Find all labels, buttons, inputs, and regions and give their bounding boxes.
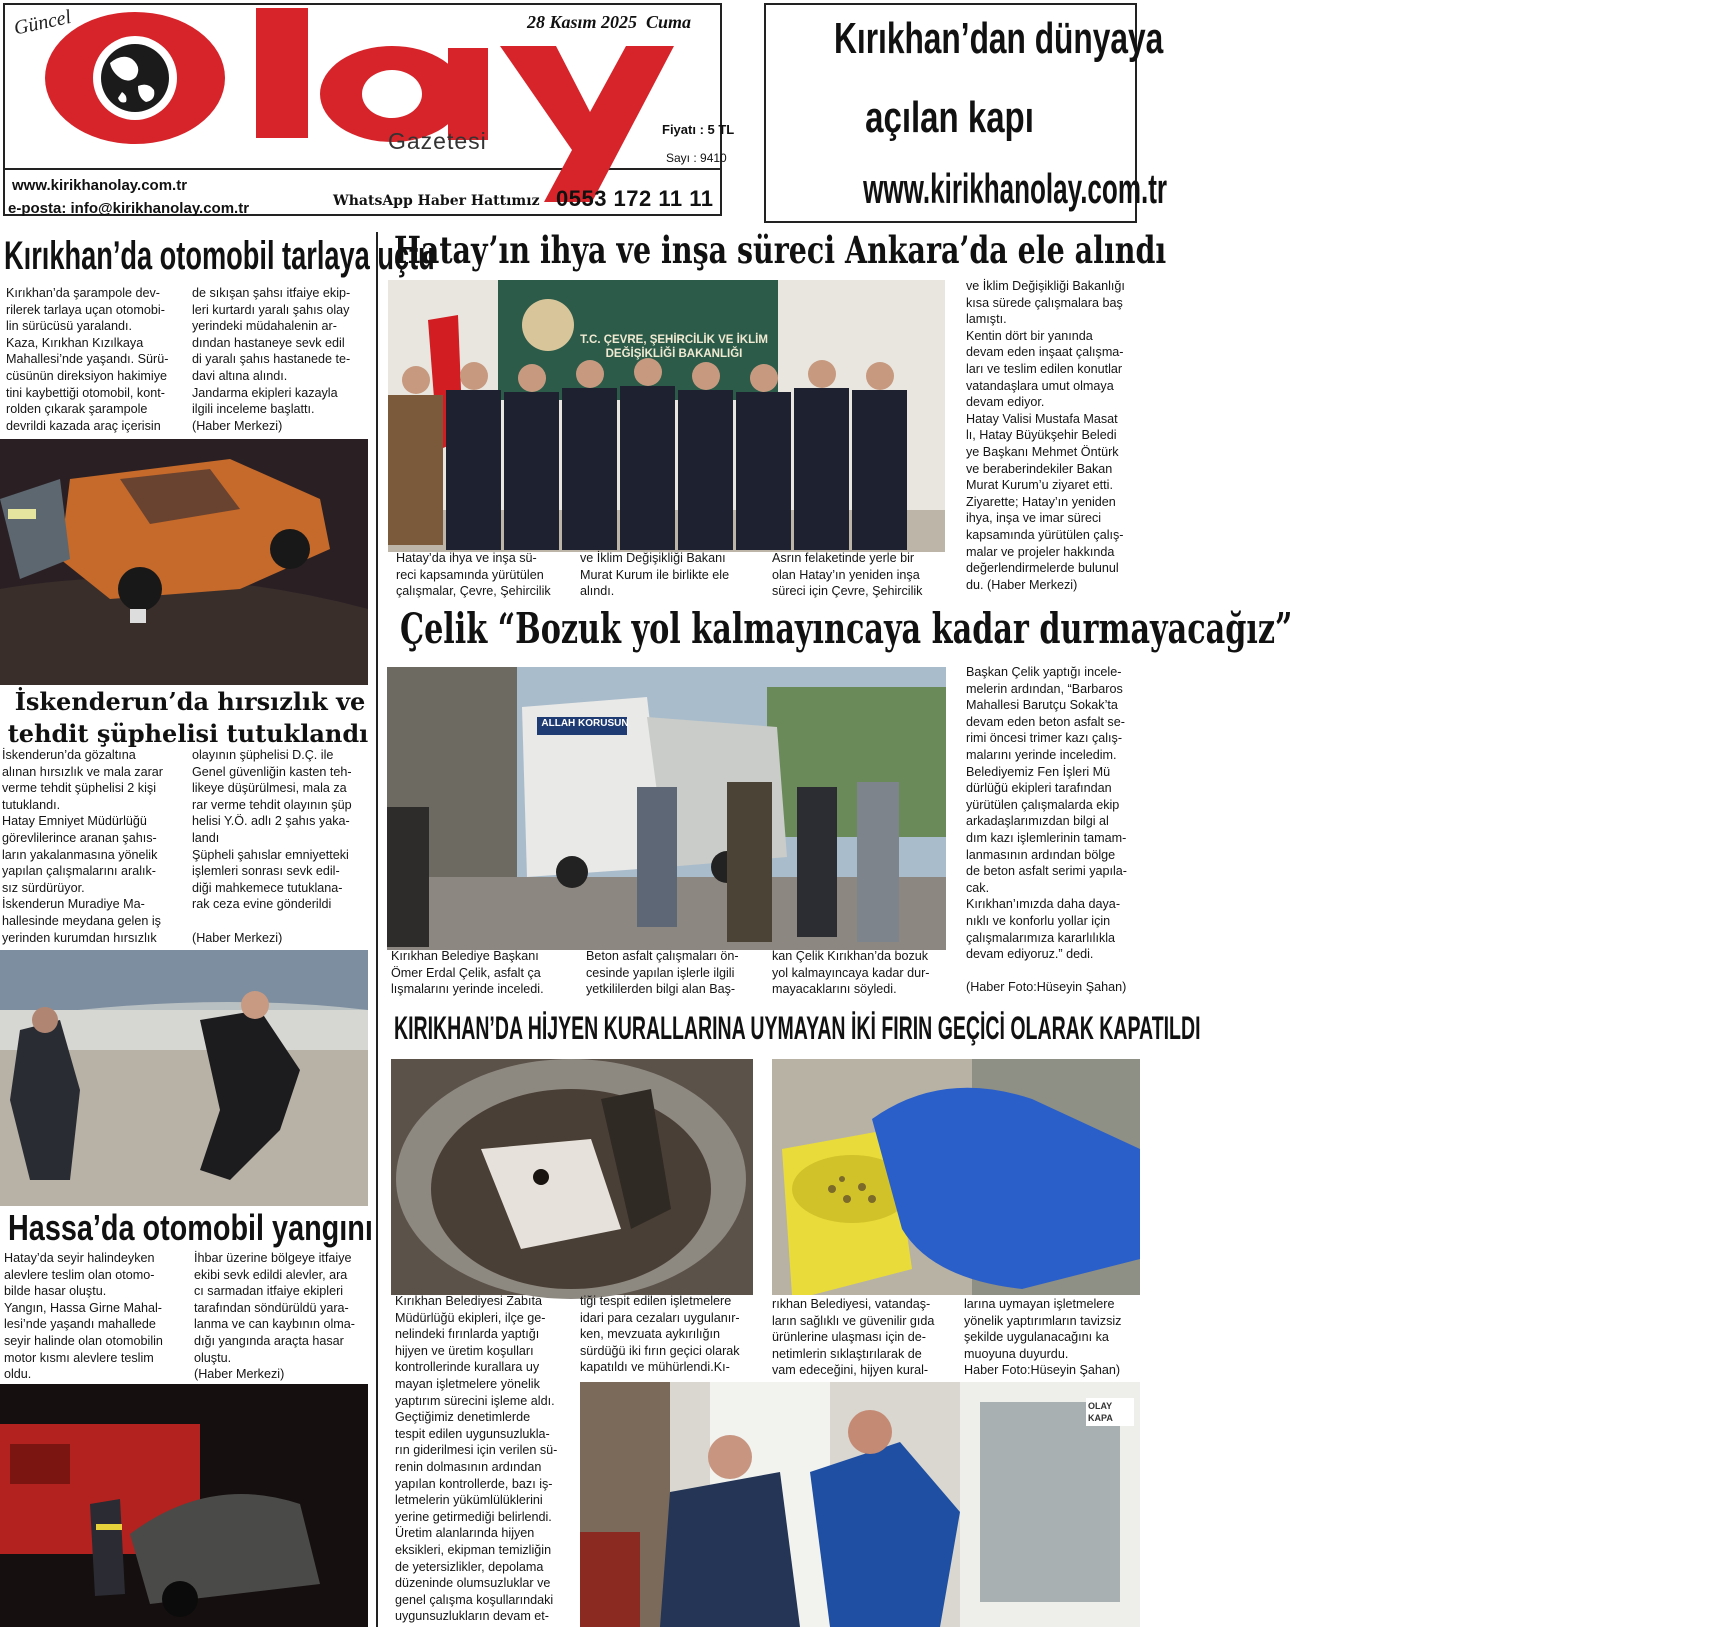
gazetesi-label: Gazetesi bbox=[388, 128, 487, 154]
firin-col-3: rıkhan Belediyesi, vatandaş- ların sağlıklı ve güvenilir gıda ürünlerine ulaşması için de- netimlerin sıklaştırılarak de vam edeceğini, hijyen kural- bbox=[772, 1297, 935, 1378]
headline-celik: Çelik “Bozuk yol kalmayıncaya kadar durmayacağız” bbox=[400, 604, 1293, 653]
globe-icon bbox=[93, 36, 177, 120]
headline-hirsizlik-1: İskenderun’da hırsızlık ve bbox=[14, 687, 366, 716]
yangin-col-2: İhbar üzerine bölgeye itfaiye ekibi sevk edildi alevler, ara cı sarmadan itfaiye ekipleri tarafından söndürüldü yara- lanma ve can kaybının olma- dığı yangında araçta hasar oluştu. (Haber Merkezi) bbox=[194, 1251, 356, 1382]
price-label: Fiyatı : 5 TL bbox=[662, 122, 735, 137]
issue-date: 28 Kasım 2025 Cuma bbox=[527, 12, 692, 32]
otomobil-col-2: de sıkışan şahsı itfaiye ekip- leri kurtardı yaralı şahıs olay yerindeki müdahalenin ar- dından hastaneye sevk edil di yaralı şahıs hastanede te- davi altına alındı. Jandarma ekipleri kazayla ilgili inceleme başlattı. (Haber Merkezi) bbox=[192, 286, 351, 433]
bakery-bucket-photo bbox=[391, 1059, 753, 1295]
overturned-car-photo bbox=[0, 439, 368, 685]
promo-line-2: açılan kapı bbox=[865, 93, 1035, 142]
whatsapp-label: WhatsApp Haber Hattımız bbox=[333, 193, 540, 209]
celik-side-text: Başkan Çelik yaptığı incele- melerin ardından, “Barbaros Mahallesi Barutçu Sokak’ta devam eden beton asfalt se- rimi öncesi trimer kazı çalış- malarını yerinde inceledim. Belediyemiz Fen İşleri Mü dürlüğü ekipleri tarafından yürütülen çalışmalarda ekip arkadaşlarımızdan bilgi al dım kazı işlemlerinin tamam- lanmasının ardından bölge de beton asfalt serimi yapıla- cak. Kırıkhan’ımızda daha daya- nıklı ve konforlu yollar için çalışmalarımıza kararlılıkla devam ediyoruz.” dedi. (Haber Foto:Hüseyin Şahan) bbox=[966, 665, 1128, 995]
whatsapp-number[interactable]: 0553 172 11 11 bbox=[556, 186, 714, 211]
sealed-bakery-door-photo bbox=[580, 1382, 1140, 1627]
email-link[interactable]: e-posta: info@kirikhanolay.com.tr bbox=[8, 200, 250, 217]
ministry-banner: T.C. ÇEVRE, ŞEHİRCİLİK VE İKLİM DEĞİŞİKLİĞİ BAKANLIĞI bbox=[580, 334, 768, 360]
headline-hirsizlik-2: tehdit şüphelisi tutuklandı bbox=[7, 719, 369, 748]
hatay-caption-1: Hatay’da ihya ve inşa sü- reci kapsamında yürütülen çalışmalar, Çevre, Şehircilik bbox=[396, 551, 551, 599]
hirsizlik-col-1: İskenderun’da gözaltına alınan hırsızlık ve mala zarar verme tehdit şüphelisi 2 kişi tutuklandı. Hatay Emniyet Müdürlüğü görevlilerince aranan şahıs- ların yakalanmasına yönelik yapılan çalışmalarını aralık- sız sürdürüyor. İskenderun Muradiye Ma- hallesinde meydana gelen iş yerinden kurumdan hırsızlık bbox=[2, 748, 163, 945]
firin-col-2: tiği tespit edilen işletmelere idari para cezaları uygulanır- ken, mevzuata aykırılığın sürdüğü iki fırın geçici olarak kapatıldı ve mühürlendi.Kı- bbox=[580, 1294, 740, 1375]
issue-number: Sayı : 9410 bbox=[666, 151, 727, 165]
promo-website[interactable]: www.kirikhanolay.com.tr bbox=[863, 165, 1168, 212]
arrest-photo bbox=[0, 950, 368, 1206]
ministry-visit-photo bbox=[388, 280, 945, 552]
gloved-hand-cup-photo bbox=[772, 1059, 1140, 1295]
headline-yangin: Hassa’da otomobil yangını bbox=[8, 1207, 373, 1248]
car-fire-photo bbox=[0, 1384, 368, 1627]
asphalt-inspection-photo bbox=[387, 667, 946, 950]
masthead-divider bbox=[5, 168, 720, 170]
celik-caption-1: Kırıkhan Belediye Başkanı Ömer Erdal Çelik, asfalt ça lışmalarını yerinde inceledi. bbox=[391, 949, 544, 997]
hatay-caption-2: ve İklim Değişikliği Bakanı Murat Kurum ile birlikte ele alındı. bbox=[580, 551, 730, 599]
celik-caption-2: Beton asfalt çalışmaları ön- cesinde yapılan işlerle ilgili yetkililerden bilgi alan Baş- bbox=[586, 949, 739, 997]
firin-col-1: Kırıkhan Belediyesi Zabıta Müdürlüğü ekipleri, ilçe ge- nelindeki fırınlarda yaptığı hijyen ve üretim koşulları kontrollerinde kurallara uy mayan işletmelere yönelik yaptırım sürecini işleme aldı. Geçtiğimiz denetimlerde tespit edilen uygunsuzlukla- rın giderilmesi için verilen sü- renin dolmasının ardından yapılan kontrollerde, bazı iş- letmelerin yükümlülüklerini yerine getirmediği belirlendi. Üretim alanlarında hijyen eksikleri, ekipman temizliğin de yetersizlikler, depolama düzeninde olumsuzluklar ve genel çalışma koşullarındaki uygunsuzlukların devam et- bbox=[395, 1294, 558, 1624]
door-sign: OLAY KAPA bbox=[1086, 1398, 1134, 1426]
otomobil-col-1: Kırıkhan’da şarampole dev- rilerek tarlaya uçan otomobi- lin sürücüsü yaralandı. Kaza, Kırıkhan Kızılkaya Mahallesi’nde yaşandı. Sürü- cüsünün direksiyon hakimiye tini kaybettiği otomobil, kont- rolden çıkarak şarampole devrildi kazada araç içerisin bbox=[6, 286, 169, 433]
hatay-side-text: ve İklim Değişikliği Bakanlığı kısa sürede çalışmalara baş lamıştı. Kentin dört bir yanında devam eden inşaat çalışma- ları ve teslim edilen konutlar vatandaşlara umut olmaya devam ediyor. Hatay Valisi Mustafa Masat lı, Hatay Büyükşehir Beledi ye Başkanı Mehmet Öntürk ve beraberindekiler Bakan Murat Kurum’u ziyaret etti. Ziyarette; Hatay’ın yeniden ihya, inşa ve imar süreci kapsamında yürütülen çalış- malar ve projeler hakkında değerlendirmelerde bulunul du. (Haber Merkezi) bbox=[966, 279, 1125, 592]
website-link[interactable]: www.kirikhanolay.com.tr bbox=[12, 177, 188, 194]
hirsizlik-col-2: olayının şüphelisi D.Ç. ile Genel güvenliğin kasten teh- likeye düşürülmesi, mala za rar verme tehdit olayının şüp helisi Y.Ö. adlı 2 şahıs yaka- landı Şüpheli şahıslar emniyetteki işlemleri sonrası sevk edil- diği mahkemece tutuklana- rak ceza evine gönderildi (Haber Merkezi) bbox=[192, 748, 352, 945]
yangin-col-1: Hatay’da seyir halindeyken alevlere teslim olan otomo- bilde hasar oluştu. Yangın, Hassa Girne Mahal- lesi’nde yaşandı mahallede seyir halinde olan otomobilin motor kısmı alevlere teslim oldu. bbox=[4, 1251, 163, 1382]
headline-firin: KIRIKHAN’DA HİJYEN KURALLARINA UYMAYAN İKİ FIRIN GEÇİCİ OLARAK KAPATILDI bbox=[394, 1010, 1201, 1046]
headline-otomobil: Kırıkhan’da otomobil tarlaya uçtu bbox=[4, 234, 435, 278]
hatay-caption-3: Asrın felaketinde yerle bir olan Hatay’ın yeniden inşa süreci için Çevre, Şehircilik bbox=[772, 551, 923, 599]
guncel-label: Güncel bbox=[12, 5, 74, 40]
truck-label: ALLAH KORUSUN bbox=[541, 718, 629, 729]
promo-line-1: Kırıkhan’dan dünyaya bbox=[834, 14, 1164, 63]
firin-col-4: larına uymayan işletmelere yönelik yaptırımların tavizsiz şekilde uygulanacağını ka muoyuna duyurdu. Haber Foto:Hüseyin Şahan) bbox=[964, 1297, 1122, 1378]
column-divider bbox=[376, 232, 378, 1627]
celik-caption-3: kan Çelik Kırıkhan’da bozuk yol kalmayıncaya kadar dur- mayacaklarını söyledi. bbox=[772, 949, 930, 997]
headline-hatay: Hatay’ın ihya ve inşa süreci Ankara’da ele alındı bbox=[394, 228, 1167, 272]
